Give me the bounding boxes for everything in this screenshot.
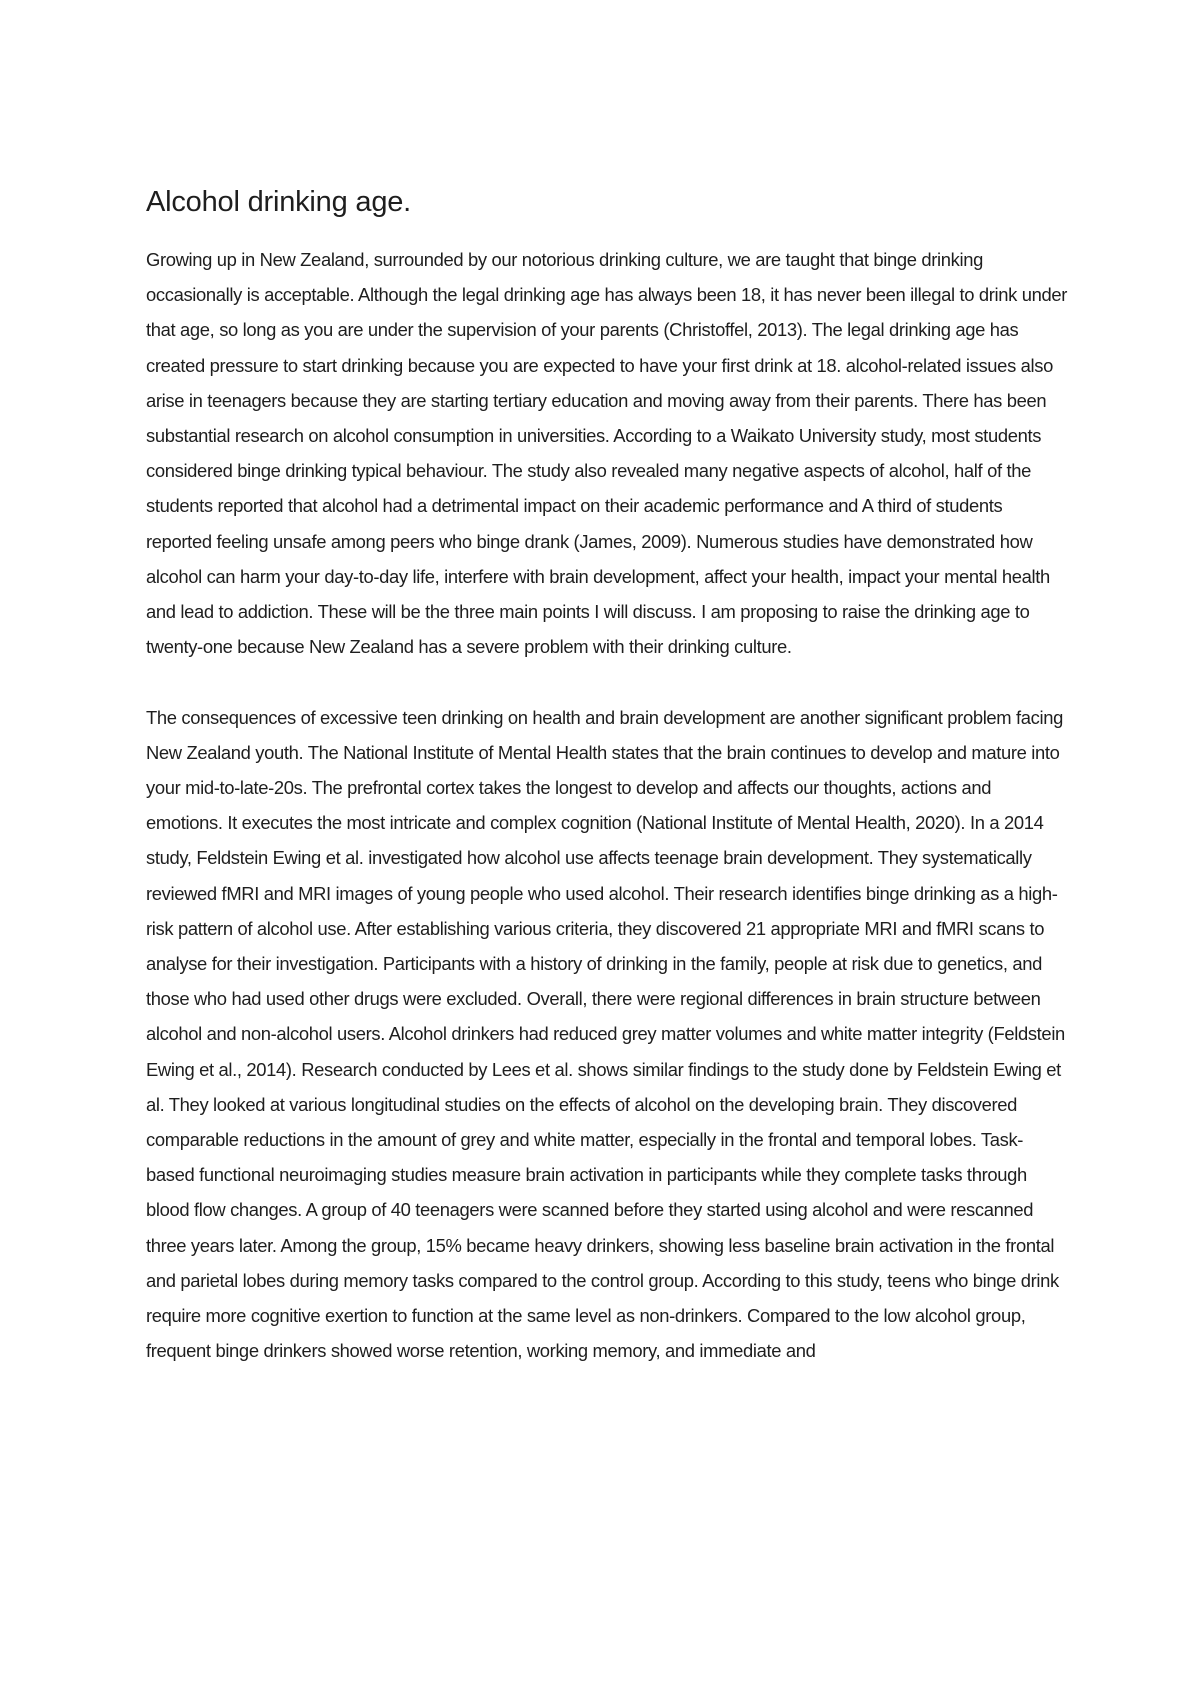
document-title: Alcohol drinking age. [146, 186, 412, 218]
paragraph-introduction: Growing up in New Zealand, surrounded by our notorious drinking culture, we are taught that binge drinking occasionally is acceptable. Although the legal drinking age has always been 18, it has never been illegal to drink under that age, so long as you are under the supervision of your parents (Christoffel, 2013). The legal drinking age has created pressure to start drinking because you are expected to have your first drink at 18. alcohol-related issues also arise in teenagers because they are starting tertiary education and moving away from their parents. There has been substantial research on alcohol consumption in universities. According to a Waikato University study, most students considered binge drinking typical behaviour. The study also revealed many negative aspects of alcohol, half of the students reported that alcohol had a detrimental impact on their academic performance and A third of students reported feeling unsafe among peers who binge drank (James, 2009). Numerous studies have demonstrated how alcohol can harm your day-to-day life, interfere with brain development, affect your health, impact your mental health and lead to addiction. These will be the three main points I will discuss. I am proposing to raise the drinking age to twenty-one because New Zealand has a severe problem with their drinking culture. [146, 249, 1068, 658]
document-body [146, 178, 1070, 1368]
paragraph-brain-development: The consequences of excessive teen drinking on health and brain development are another significant problem facing New Zealand youth. The National Institute of Mental Health states that the brain continues to develop and mature into your mid-to-late-20s. The prefrontal cortex takes the longest to develop and affects our thoughts, actions and emotions. It executes the most intricate and complex cognition (National Institute of Mental Health, 2020). In a 2014 study, Feldstein Ewing et al. investigated how alcohol use affects teenage brain development. They systematically reviewed fMRI and MRI images of young people who used alcohol. Their research identifies binge drinking as a high-risk pattern of alcohol use. After establishing various criteria, they discovered 21 appropriate MRI and fMRI scans to analyse for their investigation. Participants with a history of drinking in the family, people at risk due to genetics, and those who had used other drugs were excluded. Overall, there were regional differences in brain structure between alcohol and non-alcohol users. Alcohol drinkers had reduced grey matter volumes and white matter integrity (Feldstein Ewing et al., 2014). Research conducted by Lees et al. shows similar findings to the study done by Feldstein Ewing et al. They looked at various longitudinal studies on the effects of alcohol on the developing brain. They discovered comparable reductions in the amount of grey and white matter, especially in the frontal and temporal lobes. Task-based functional neuroimaging studies measure brain activation in participants while they complete tasks through blood flow changes. A group of 40 teenagers were scanned before they started using alcohol and were rescanned three years later. Among the group, 15% became heavy drinkers, showing less baseline brain activation in the frontal and parietal lobes during memory tasks compared to the control group. According to this study, teens who binge drink require more cognitive exertion to function at the same level as non-drinkers. Compared to the low alcohol group, frequent binge drinkers showed worse retention, working memory, and immediate and [146, 706, 1065, 1362]
